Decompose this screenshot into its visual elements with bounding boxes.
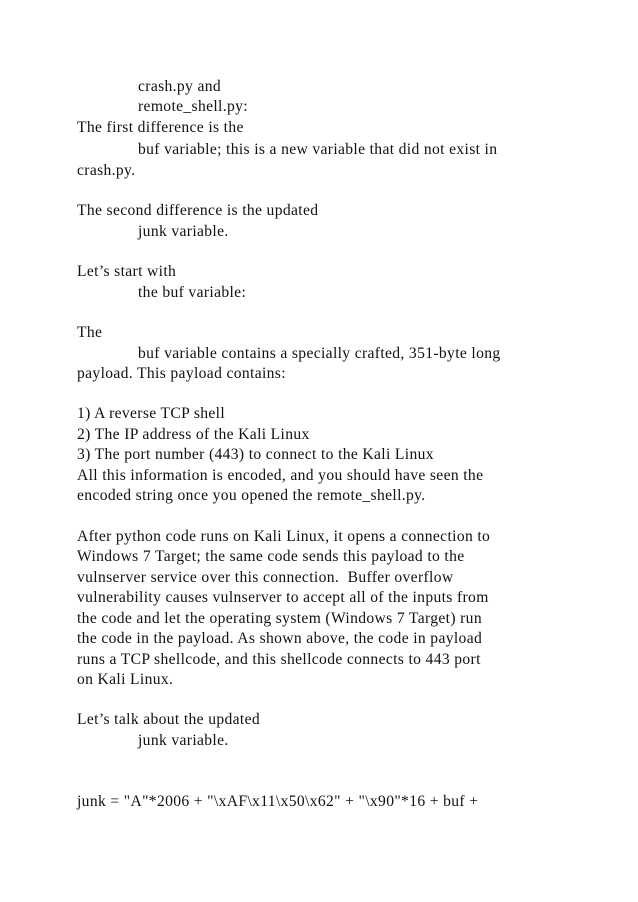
text-line: the code in the payload. As shown above, the code in payload: [77, 630, 483, 647]
code-line: junk = "A"*2006 + "\xAF\x11\x50\x62" + "\x90"*16 + buf +: [77, 793, 479, 810]
text-line: vulnerability causes vulnserver to accept all of the inputs from: [77, 589, 489, 606]
text-line: vulnserver service over this connection. Buffer overflow: [77, 569, 454, 586]
text-line: crash.py.: [77, 162, 136, 179]
text-line: remote_shell.py:: [138, 98, 248, 115]
text-line: the code and let the operating system (Windows 7 Target) run: [77, 610, 482, 627]
text-line: The first difference is the: [77, 119, 244, 136]
text-line: payload. This payload contains:: [77, 365, 286, 382]
text-line: the buf variable:: [138, 284, 247, 301]
text-line: Let’s start with: [77, 263, 177, 280]
text-line: After python code runs on Kali Linux, it opens a connection to: [77, 528, 491, 545]
text-line: buf variable contains a specially crafted, 351-byte long: [138, 345, 501, 362]
text-line: Windows 7 Target; the same code sends this payload to the: [77, 548, 465, 565]
text-line: on Kali Linux.: [77, 671, 174, 688]
text-line: junk variable.: [138, 732, 229, 749]
text-line: junk variable.: [138, 223, 229, 240]
text-line: buf variable; this is a new variable that did not exist in: [138, 141, 498, 158]
text-line: The: [77, 324, 103, 341]
text-line: runs a TCP shellcode, and this shellcode connects to 443 port: [77, 651, 481, 668]
text-line: encoded string once you opened the remote_shell.py.: [77, 487, 426, 504]
text-line: 3) The port number (443) to connect to the Kali Linux: [77, 446, 434, 463]
text-line: 1) A reverse TCP shell: [77, 405, 226, 422]
text-line: All this information is encoded, and you should have seen the: [77, 467, 484, 484]
text-line: The second difference is the updated: [77, 202, 319, 219]
text-line: crash.py and: [138, 78, 222, 95]
text-line: Let’s talk about the updated: [77, 711, 261, 728]
text-line: 2) The IP address of the Kali Linux: [77, 426, 310, 443]
